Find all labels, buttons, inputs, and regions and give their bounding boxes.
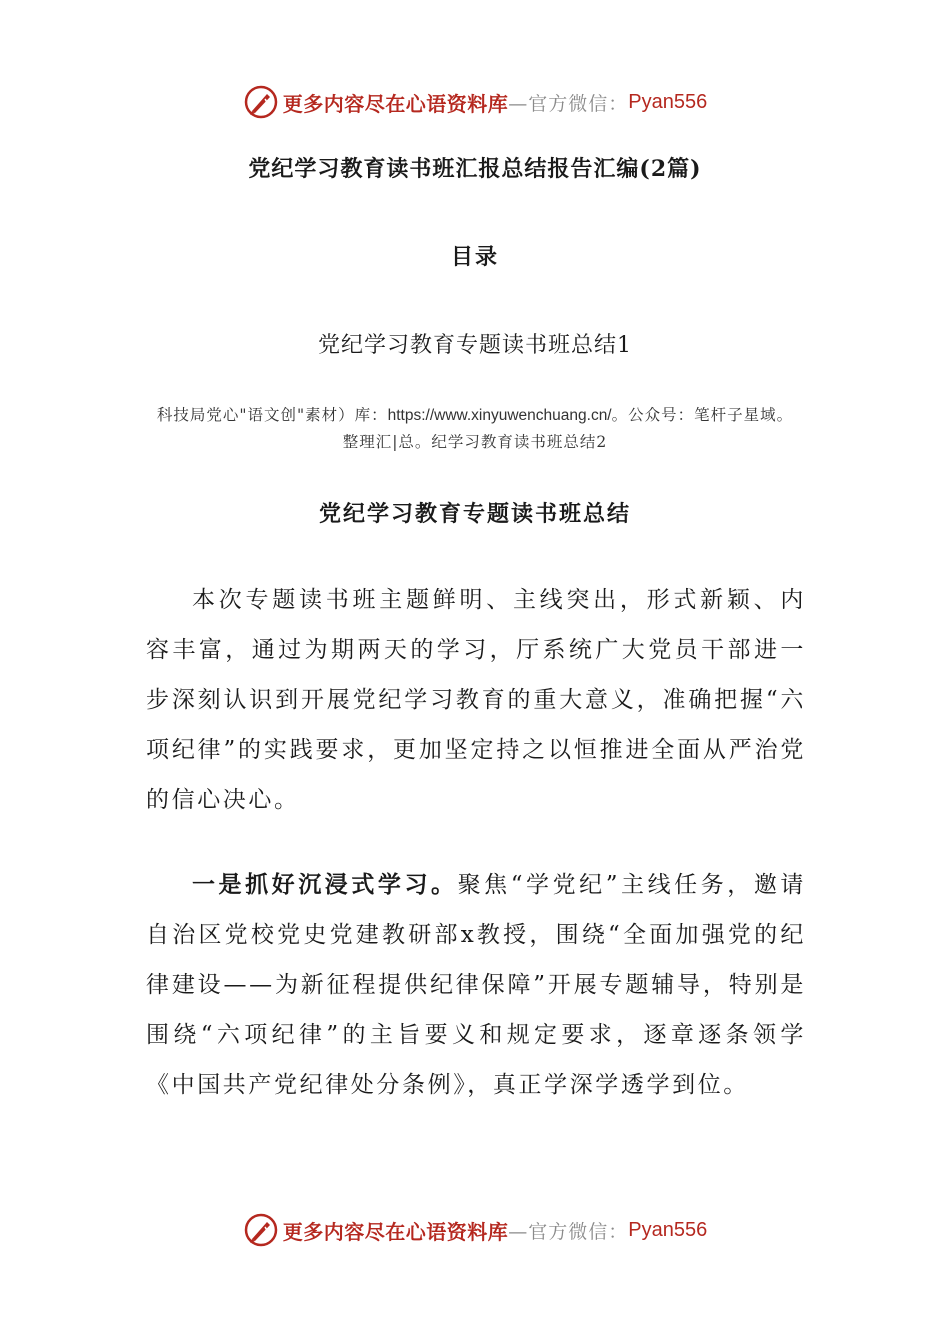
footer-banner [0,1210,950,1250]
banner-wechat-id: Pyan556 [628,90,708,113]
paragraph [146,860,806,1110]
toc-item-link[interactable]: https://www.xinyuwenchuang.cn/ [387,407,612,424]
toc-heading: 目录 [450,244,499,270]
toc-item-text: 。公众号：笔杆子星域。整理汇|总。纪学习教育读书班总结2 [342,406,794,451]
paragraph-body: 聚焦“学党纪”主线任务，邀请自治区党校党史党建教研部x教授，围绕“全面加强党的纪律建设——为新征程提供纪律保障”开展专题辅导，特别是围绕“六项纪律”的主旨要义和规定要求，逐章逐条领学《中国共产党纪律处分条例》，真正学深学透学到位。 [146,872,807,1098]
section-title: 党纪学习教育专题读书班总结 [318,501,631,527]
paragraph [146,575,806,825]
toc-item-text: 科技局党心"语文创"素材）库： [156,406,388,424]
pen-logo-icon [243,84,279,120]
toc-item[interactable] [150,402,800,455]
paragraph-body: 本次专题读书班主题鲜明、主线突出，形式新颖、内容丰富，通过为期两天的学习，厅系统广大党员干部进一步深刻认识到开展党纪学习教育的重大意义，准确把握“六项纪律”的实践要求，更加坚定持之以恒推进全面从严治党的信心决心。 [146,587,806,813]
pen-logo-icon [243,1212,279,1248]
banner-sub-text: —官方微信： [508,92,629,115]
paragraph-lead: 一是抓好沉浸式学习。 [192,871,458,898]
banner-sub-text: —官方微信： [508,1220,629,1243]
document-title: 党纪学习教育读书班汇报总结报告汇编(2篇) [248,156,702,182]
banner-main-text: 更多内容尽在心语资料库 [282,91,509,116]
toc-item[interactable]: 党纪学习教育专题读书班总结1 [318,333,632,358]
header-banner [0,82,950,122]
banner-wechat-id: Pyan556 [628,1218,708,1241]
banner-main-text: 更多内容尽在心语资料库 [282,1219,509,1244]
